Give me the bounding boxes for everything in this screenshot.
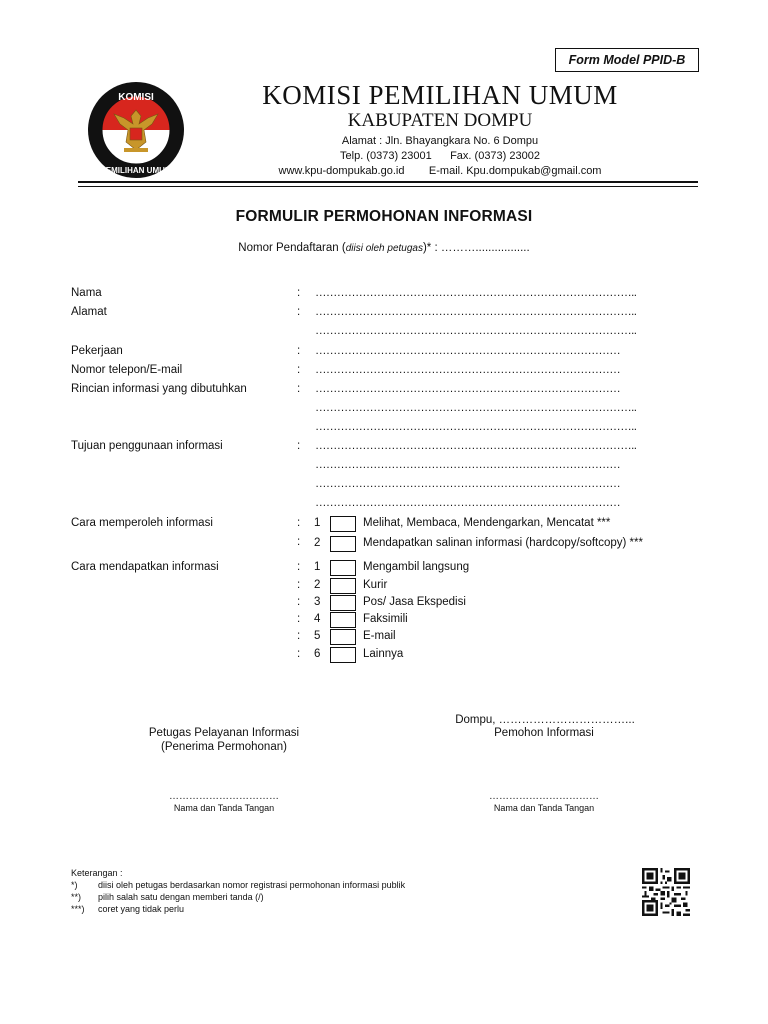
notes-heading: Keterangan :	[71, 868, 123, 878]
option-number: 2	[314, 537, 321, 549]
checkbox-faksimili[interactable]	[330, 612, 356, 628]
header-divider-thin	[78, 186, 698, 187]
colon: :	[297, 287, 301, 299]
kpu-logo	[86, 80, 186, 180]
fill-line-rincian-3[interactable]: ……………………………………………………………………………..	[315, 421, 637, 433]
option-number: 6	[314, 648, 321, 660]
fill-line-pekerjaan[interactable]: …………………………………………………………………………	[315, 345, 621, 357]
fill-line-nama[interactable]: ……………………………………………………………………………..	[315, 287, 637, 299]
qr-code-icon	[642, 868, 690, 916]
option-salinan: Mendapatkan salinan informasi (hardcopy/softcopy) ***	[363, 537, 643, 549]
colon: :	[297, 630, 301, 642]
note-mark: **)	[71, 892, 82, 902]
fill-line-rincian-2[interactable]: ……………………………………………………………………………..	[315, 402, 637, 414]
checkbox-pos[interactable]	[330, 595, 356, 611]
reg-label: Nomor Pendaftaran (	[238, 242, 346, 254]
colon: :	[297, 440, 301, 452]
officer-subtitle: (Penerima Permohonan)	[161, 741, 287, 753]
option-number: 1	[314, 517, 321, 529]
org-phone: Telp. (0373) 23001 Fax. (0373) 23002	[340, 150, 540, 162]
option-number: 1	[314, 561, 321, 573]
label-pekerjaan: Pekerjaan	[71, 345, 123, 357]
reg-italic: diisi oleh petugas	[345, 243, 423, 254]
option-pos: Pos/ Jasa Ekspedisi	[363, 596, 466, 608]
note-mark: *)	[71, 880, 78, 890]
colon: :	[297, 561, 301, 573]
form-model-label: Form Model PPID-B	[555, 48, 699, 72]
checkbox-email[interactable]	[330, 629, 356, 645]
place-date: Dompu, ……………………………...	[455, 714, 635, 726]
note-text: pilih salah satu dengan memberi tanda (/)	[98, 892, 264, 902]
logo-text-bottom: PEMILIHAN UMUM	[100, 166, 172, 175]
note-text: coret yang tidak perlu	[98, 904, 185, 914]
option-number: 4	[314, 613, 321, 625]
fill-line-tujuan-2[interactable]: …………………………………………………………………………	[315, 459, 621, 471]
colon: :	[297, 306, 301, 318]
form-title: FORMULIR PERMOHONAN INFORMASI	[235, 208, 533, 225]
org-subtitle: KABUPATEN DOMPU	[347, 110, 533, 131]
option-faksimili: Faksimili	[363, 613, 408, 625]
logo-text-top: KOMISI	[118, 92, 154, 103]
fill-line-rincian[interactable]: …………………………………………………………………………	[315, 383, 621, 395]
option-email: E-mail	[363, 630, 396, 642]
org-web-email: www.kpu-dompukab.go.id E-mail. Kpu.dompukab@gmail.com	[278, 165, 602, 177]
org-title: KOMISI PEMILIHAN UMUM	[262, 80, 618, 110]
option-melihat: Melihat, Membaca, Mendengarkan, Mencatat ***	[363, 517, 611, 529]
option-number: 5	[314, 630, 321, 642]
label-nama: Nama	[71, 287, 102, 299]
colon: :	[297, 345, 301, 357]
label-alamat: Alamat	[71, 306, 107, 318]
officer-sig-line[interactable]: ……………………………	[169, 791, 279, 802]
fill-line-tujuan-4[interactable]: …………………………………………………………………………	[315, 497, 621, 509]
checkbox-mengambil[interactable]	[330, 560, 356, 576]
option-kurir: Kurir	[363, 579, 388, 591]
option-lainnya: Lainnya	[363, 648, 404, 660]
applicant-sig-line[interactable]: ……………………………	[489, 791, 599, 802]
label-cara-mendapatkan: Cara mendapatkan informasi	[71, 561, 219, 573]
checkbox-kurir[interactable]	[330, 578, 356, 594]
note-mark: ***)	[71, 904, 85, 914]
applicant-title: Pemohon Informasi	[494, 727, 594, 739]
checkbox-melihat[interactable]	[330, 516, 356, 532]
colon: :	[297, 517, 301, 529]
officer-title: Petugas Pelayanan Informasi	[148, 727, 300, 739]
label-telepon: Nomor telepon/E-mail	[71, 364, 183, 376]
colon: :	[297, 364, 301, 376]
header-divider-thick	[78, 181, 698, 183]
reg-suffix: )* : ……….................	[422, 242, 530, 254]
fill-line-alamat[interactable]: ……………………………………………………………………………..	[315, 306, 637, 318]
checkbox-lainnya[interactable]	[330, 647, 356, 663]
fill-line-telepon[interactable]: …………………………………………………………………………	[315, 364, 621, 376]
note-text: diisi oleh petugas berdasarkan nomor registrasi permohonan informasi publik	[98, 880, 406, 890]
checkbox-salinan[interactable]	[330, 536, 356, 552]
label-tujuan: Tujuan penggunaan informasi	[71, 440, 223, 452]
option-mengambil: Mengambil langsung	[363, 561, 470, 573]
fill-line-tujuan-3[interactable]: …………………………………………………………………………	[315, 478, 621, 490]
colon: :	[297, 536, 301, 548]
label-cara-memperoleh: Cara memperoleh informasi	[71, 517, 213, 529]
option-number: 2	[314, 579, 321, 591]
label-rincian: Rincian informasi yang dibutuhkan	[71, 383, 247, 395]
colon: :	[297, 613, 301, 625]
org-address: Alamat : Jln. Bhayangkara No. 6 Dompu	[341, 135, 539, 147]
colon: :	[297, 383, 301, 395]
colon: :	[297, 579, 301, 591]
fill-line-alamat-2[interactable]: ……………………………………………………………………………..	[315, 325, 637, 337]
officer-sig-caption: Nama dan Tanda Tangan	[173, 803, 275, 813]
option-number: 3	[314, 596, 321, 608]
fill-line-tujuan[interactable]: ……………………………………………………………………………..	[315, 440, 637, 452]
applicant-sig-caption: Nama dan Tanda Tangan	[493, 803, 595, 813]
colon: :	[297, 648, 301, 660]
registration-number	[0, 242, 768, 254]
colon: :	[297, 596, 301, 608]
